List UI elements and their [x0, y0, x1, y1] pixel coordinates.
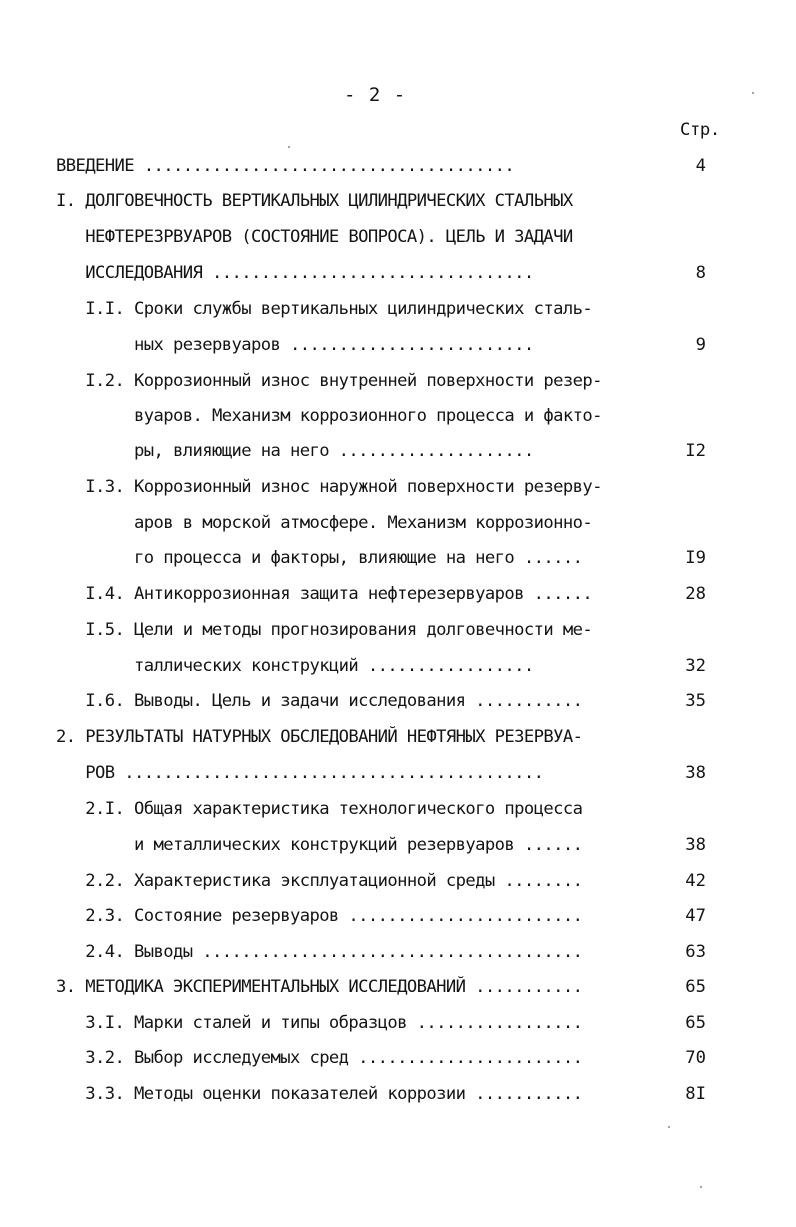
toc-page-number: 38 [685, 835, 706, 855]
toc-line: I.5. Цели и методы прогнозирования долговечности ме- [56, 620, 593, 640]
toc-line: аров в морской атмосфере. Механизм коррозионно- [56, 513, 593, 533]
toc-line: ных резервуаров ......................... [56, 335, 534, 355]
scan-speck [700, 1186, 702, 1188]
toc-line: таллических конструкций ................. [56, 656, 534, 676]
toc-line: 2. РЕЗУЛЬТАТЫ НАТУРНЫХ ОБСЛЕДОВАНИЙ НЕФТЯНЫХ РЕЗЕРВУА- [56, 727, 583, 747]
toc-page-number: 63 [685, 942, 706, 962]
toc-line: I.3. Коррозионный износ наружной поверхности резерву- [56, 477, 602, 497]
page-column-header: Стр. [680, 120, 720, 140]
toc-page-number: 32 [685, 656, 706, 676]
page-number: - 2 - [344, 84, 407, 106]
toc-page-number: 65 [685, 977, 706, 997]
toc-line: ры, влияющие на него .................... [56, 441, 534, 461]
toc-line: 3. МЕТОДИКА ЭКСПЕРИМЕНТАЛЬНЫХ ИССЛЕДОВАНИЙ ........... [56, 977, 583, 997]
toc-page-number: I2 [685, 441, 706, 461]
toc-line: 2.I. Общая характеристика технологического процесса [56, 799, 583, 819]
toc-line: 2.4. Выводы ....................................... [56, 942, 583, 962]
toc-page-number: 8I [685, 1084, 706, 1104]
toc-page-number: 4 [695, 156, 706, 176]
toc-page-number: 47 [685, 906, 706, 926]
toc-page-number: 28 [685, 584, 706, 604]
toc-page-number: I9 [685, 548, 706, 568]
toc-line: РОВ ........................................... [56, 763, 544, 783]
toc-line: 3.2. Выбор исследуемых сред ....................... [56, 1048, 583, 1068]
toc-page-number: 35 [685, 691, 706, 711]
toc-line: I.6. Выводы. Цель и задачи исследования ........... [56, 691, 583, 711]
scan-speck [288, 146, 290, 148]
toc-line: вуаров. Механизм коррозионного процесса и факто- [56, 406, 602, 426]
toc-line: ВВЕДЕНИЕ ...................................... [56, 156, 515, 176]
toc-page-number: 70 [685, 1048, 706, 1068]
toc-line: НЕФТЕРЕЗРВУАРОВ (СОСТОЯНИЕ ВОПРОСА). ЦЕЛЬ И ЗАДАЧИ [56, 227, 573, 247]
toc-page-number: 38 [685, 763, 706, 783]
scan-speck [668, 1126, 670, 1128]
toc-line: I.I. Сроки службы вертикальных цилиндрических сталь- [56, 299, 593, 319]
scan-speck [752, 92, 754, 94]
toc-page-number: 42 [685, 871, 706, 891]
toc-line: и металлических конструкций резервуаров ...... [56, 835, 583, 855]
toc-line: го процесса и факторы, влияющие на него ...... [56, 548, 583, 568]
toc-line: 2.3. Состояние резервуаров ........................ [56, 906, 583, 926]
toc-line: I.4. Антикоррозионная защита нефтерезервуаров ...... [56, 584, 593, 604]
toc-line: 2.2. Характеристика эксплуатационной среды ........ [56, 871, 583, 891]
toc-page-number: 65 [685, 1013, 706, 1033]
toc-page-number: 9 [695, 335, 706, 355]
toc-line: ИССЛЕДОВАНИЯ ................................. [56, 263, 534, 283]
toc-line: 3.I. Марки сталей и типы образцов ................. [56, 1013, 583, 1033]
toc-line: I. ДОЛГОВЕЧНОСТЬ ВЕРТИКАЛЬНЫХ ЦИЛИНДРИЧЕСКИХ СТАЛЬНЫХ [56, 191, 573, 211]
toc-line: I.2. Коррозионный износ внутренней поверхности резер- [56, 371, 602, 391]
toc-page-number: 8 [695, 263, 706, 283]
toc-line: 3.3. Методы оценки показателей коррозии ........... [56, 1084, 583, 1104]
